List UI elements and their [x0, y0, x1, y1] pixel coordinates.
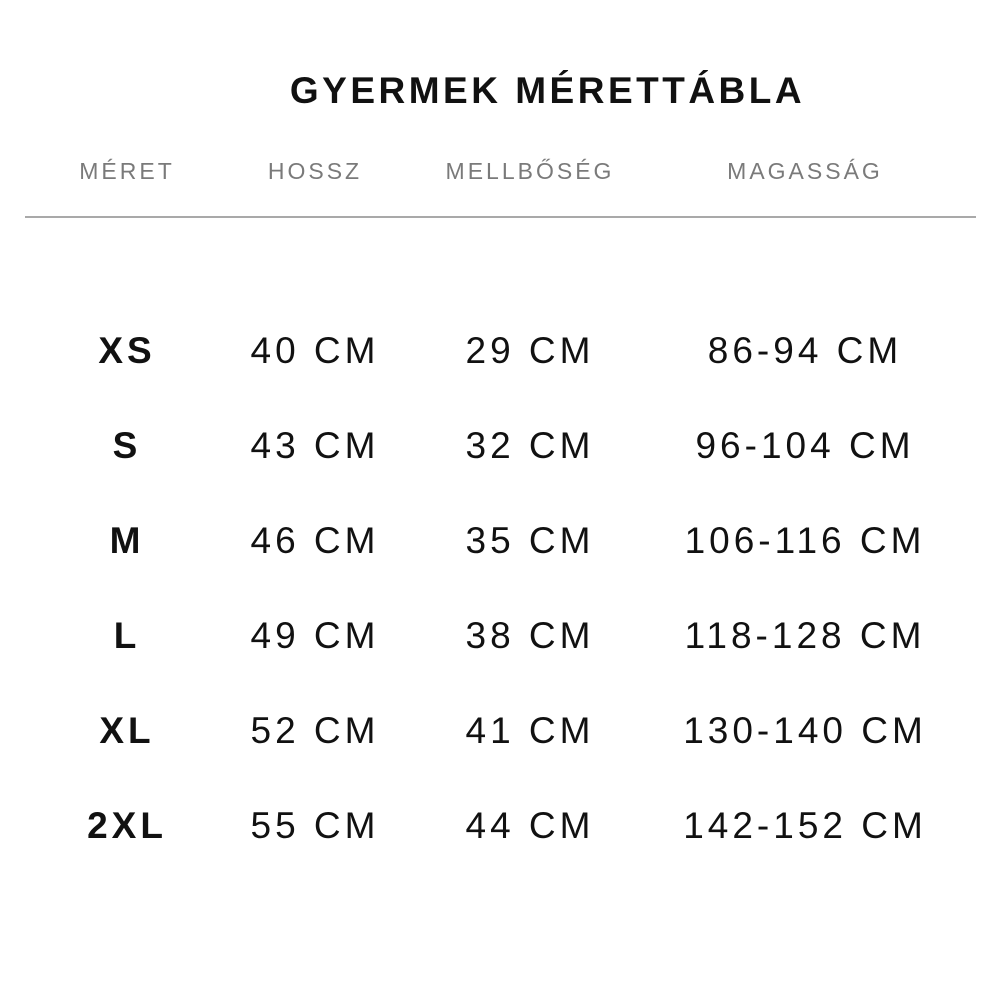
- length-cell: 43 CM: [250, 425, 380, 466]
- height-cell: 118-128 CM: [684, 615, 926, 656]
- chest-cell: 44 CM: [465, 805, 595, 846]
- column-header-height: MAGASSÁG: [727, 158, 883, 184]
- height-cell: 106-116 CM: [684, 520, 926, 561]
- column-header-length: HOSSZ: [267, 158, 363, 184]
- height-cell: 86-94 CM: [707, 330, 903, 371]
- height-cell: 130-140 CM: [683, 710, 927, 751]
- length-cell: 46 CM: [250, 520, 380, 561]
- column-header-chest: MELLBŐSÉG: [445, 158, 615, 184]
- chest-cell: 41 CM: [465, 710, 595, 751]
- table-row: [0, 520, 1000, 615]
- height-cell: 142-152 CM: [683, 805, 927, 846]
- size-cell: XS: [98, 330, 156, 371]
- length-cell: 52 CM: [250, 710, 380, 751]
- page-title: GYERMEK MÉRETTÁBLA: [289, 70, 806, 111]
- table-row: [0, 710, 1000, 805]
- length-cell: 40 CM: [250, 330, 380, 371]
- table-row: [0, 330, 1000, 425]
- size-cell: M: [109, 520, 145, 561]
- length-cell: 55 CM: [250, 805, 380, 846]
- size-cell: XL: [99, 710, 155, 751]
- size-cell: 2XL: [87, 805, 167, 846]
- chest-cell: 32 CM: [465, 425, 595, 466]
- size-table: [0, 330, 1000, 900]
- chest-cell: 38 CM: [465, 615, 595, 656]
- height-cell: 96-104 CM: [695, 425, 915, 466]
- table-row: [0, 425, 1000, 520]
- chest-cell: 35 CM: [465, 520, 595, 561]
- size-cell: S: [112, 425, 142, 466]
- size-cell: L: [113, 615, 141, 656]
- table-row: [0, 805, 1000, 900]
- length-cell: 49 CM: [250, 615, 380, 656]
- chest-cell: 29 CM: [465, 330, 595, 371]
- header-divider: [25, 216, 976, 218]
- column-header-size: MÉRET: [79, 158, 175, 184]
- table-row: [0, 615, 1000, 710]
